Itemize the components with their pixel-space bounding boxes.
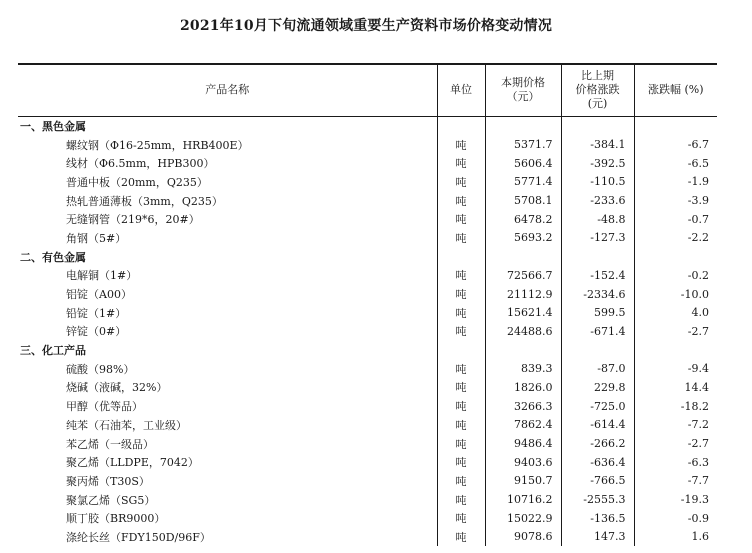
price-change: -152.4 <box>561 266 634 285</box>
table-header <box>18 64 717 116</box>
product-unit: 吨 <box>437 191 485 210</box>
empty-cell <box>634 247 717 266</box>
product-name: 铝锭（A00） <box>66 288 132 302</box>
table-body <box>18 116 717 546</box>
price-change: 599.5 <box>561 303 634 322</box>
change-percent: -2.7 <box>634 322 717 341</box>
product-name: 顺丁胶（BR9000） <box>66 512 166 526</box>
price-change: -2555.3 <box>561 490 634 509</box>
table-row <box>18 285 717 304</box>
change-percent: -0.7 <box>634 210 717 229</box>
change-percent: 1.6 <box>634 528 717 547</box>
product-unit: 吨 <box>437 397 485 416</box>
page-title: 2021年10月下旬流通领域重要生产资料市场价格变动情况 <box>179 18 553 34</box>
price-change: -233.6 <box>561 191 634 210</box>
col-header-price-line1: 本期价格 <box>501 76 545 90</box>
current-price: 5708.1 <box>485 191 561 210</box>
change-percent: 14.4 <box>634 378 717 397</box>
current-price: 10716.2 <box>485 490 561 509</box>
product-name: 纯苯（石油苯，工业级） <box>66 418 187 432</box>
table-row <box>18 173 717 192</box>
product-unit: 吨 <box>437 378 485 397</box>
product-name: 涤纶长丝（FDY150D/96F） <box>66 530 211 544</box>
change-percent: -6.5 <box>634 154 717 173</box>
product-unit: 吨 <box>437 173 485 192</box>
product-name: 无缝钢管（219*6，20#） <box>66 213 200 227</box>
change-percent: -6.3 <box>634 453 717 472</box>
price-change: -614.4 <box>561 416 634 435</box>
table-row <box>18 229 717 248</box>
current-price: 839.3 <box>485 359 561 378</box>
change-percent: -1.9 <box>634 173 717 192</box>
col-header-change <box>561 64 634 116</box>
product-name: 普通中板（20mm，Q235） <box>66 175 208 189</box>
col-header-change-line1: 比上期 <box>581 69 614 83</box>
product-name: 苯乙烯（一级品） <box>66 437 154 451</box>
price-change: -766.5 <box>561 472 634 491</box>
change-percent: -7.2 <box>634 416 717 435</box>
current-price: 15022.9 <box>485 509 561 528</box>
current-price: 5606.4 <box>485 154 561 173</box>
empty-cell <box>561 247 634 266</box>
price-change: -266.2 <box>561 434 634 453</box>
table-row <box>18 322 717 341</box>
current-price: 9150.7 <box>485 472 561 491</box>
col-header-pct: 涨跌幅 (%) <box>634 64 717 116</box>
table-row <box>18 135 717 154</box>
price-change: 147.3 <box>561 528 634 547</box>
product-name: 甲醇（优等品） <box>66 400 143 414</box>
price-change: -384.1 <box>561 135 634 154</box>
product-unit: 吨 <box>437 135 485 154</box>
empty-cell <box>561 341 634 360</box>
product-unit: 吨 <box>437 490 485 509</box>
product-unit: 吨 <box>437 322 485 341</box>
category-row <box>18 341 717 360</box>
price-change: -636.4 <box>561 453 634 472</box>
product-name: 铅锭（1#） <box>66 306 127 320</box>
table-row <box>18 528 717 547</box>
table-row <box>18 154 717 173</box>
empty-cell <box>634 116 717 135</box>
current-price: 72566.7 <box>485 266 561 285</box>
table-row <box>18 378 717 397</box>
product-name: 聚氯乙烯（SG5） <box>66 493 156 507</box>
category-label: 二、有色金属 <box>20 250 86 264</box>
category-row <box>18 116 717 135</box>
price-change: -2334.6 <box>561 285 634 304</box>
change-percent: -9.4 <box>634 359 717 378</box>
product-name: 热轧普通薄板（3mm，Q235） <box>66 194 223 208</box>
price-change: -671.4 <box>561 322 634 341</box>
product-name: 聚丙烯（T30S） <box>66 474 150 488</box>
table-row <box>18 509 717 528</box>
col-header-unit: 单位 <box>437 64 485 116</box>
table-row <box>18 416 717 435</box>
product-unit: 吨 <box>437 154 485 173</box>
price-change: -136.5 <box>561 509 634 528</box>
table-row <box>18 472 717 491</box>
product-unit: 吨 <box>437 285 485 304</box>
price-change: -725.0 <box>561 397 634 416</box>
current-price: 5771.4 <box>485 173 561 192</box>
table-row <box>18 210 717 229</box>
product-name: 螺纹钢（Φ16-25mm，HRB400E） <box>66 138 249 152</box>
product-unit: 吨 <box>437 266 485 285</box>
col-header-name: 产品名称 <box>18 64 437 116</box>
current-price: 21112.9 <box>485 285 561 304</box>
change-percent: 4.0 <box>634 303 717 322</box>
change-percent: -0.2 <box>634 266 717 285</box>
product-unit: 吨 <box>437 303 485 322</box>
col-header-price-line2: （元） <box>506 90 540 104</box>
current-price: 7862.4 <box>485 416 561 435</box>
price-change: -110.5 <box>561 173 634 192</box>
product-unit: 吨 <box>437 472 485 491</box>
col-header-price <box>485 64 561 116</box>
product-name: 线材（Φ6.5mm，HPB300） <box>66 157 215 171</box>
change-percent: -2.7 <box>634 434 717 453</box>
price-table <box>18 63 717 546</box>
product-unit: 吨 <box>437 528 485 547</box>
price-change: -87.0 <box>561 359 634 378</box>
table-row <box>18 397 717 416</box>
product-unit: 吨 <box>437 359 485 378</box>
current-price: 1826.0 <box>485 378 561 397</box>
product-unit: 吨 <box>437 434 485 453</box>
product-name: 电解铜（1#） <box>66 269 138 283</box>
table-row <box>18 266 717 285</box>
product-unit: 吨 <box>437 210 485 229</box>
current-price: 9078.6 <box>485 528 561 547</box>
table-row <box>18 191 717 210</box>
current-price: 5371.7 <box>485 135 561 154</box>
current-price: 15621.4 <box>485 303 561 322</box>
table-row <box>18 434 717 453</box>
product-name: 烧碱（液碱，32%） <box>66 381 168 395</box>
price-change: 229.8 <box>561 378 634 397</box>
change-percent: -10.0 <box>634 285 717 304</box>
empty-cell <box>485 247 561 266</box>
category-label: 一、黑色金属 <box>20 119 86 133</box>
change-percent: -6.7 <box>634 135 717 154</box>
product-unit: 吨 <box>437 416 485 435</box>
change-percent: -18.2 <box>634 397 717 416</box>
table-row <box>18 490 717 509</box>
change-percent: -3.9 <box>634 191 717 210</box>
price-change: -48.8 <box>561 210 634 229</box>
table-row <box>18 453 717 472</box>
empty-cell <box>437 116 485 135</box>
current-price: 9486.4 <box>485 434 561 453</box>
empty-cell <box>561 116 634 135</box>
product-unit: 吨 <box>437 453 485 472</box>
table-row <box>18 359 717 378</box>
product-name: 硫酸（98%） <box>66 362 135 376</box>
price-change: -127.3 <box>561 229 634 248</box>
empty-cell <box>634 341 717 360</box>
col-header-change-line2: 价格涨跌 <box>575 83 620 97</box>
price-change: -392.5 <box>561 154 634 173</box>
current-price: 3266.3 <box>485 397 561 416</box>
product-name: 聚乙烯（LLDPE，7042） <box>66 456 199 470</box>
current-price: 24488.6 <box>485 322 561 341</box>
change-percent: -19.3 <box>634 490 717 509</box>
product-unit: 吨 <box>437 229 485 248</box>
empty-cell <box>485 341 561 360</box>
category-row <box>18 247 717 266</box>
empty-cell <box>485 116 561 135</box>
category-label: 三、化工产品 <box>20 344 86 358</box>
current-price: 9403.6 <box>485 453 561 472</box>
col-header-change-line3: (元) <box>587 97 608 111</box>
current-price: 5693.2 <box>485 229 561 248</box>
product-name: 锌锭（0#） <box>66 325 127 339</box>
table-row <box>18 303 717 322</box>
empty-cell <box>437 341 485 360</box>
header-row <box>18 64 717 116</box>
empty-cell <box>437 247 485 266</box>
current-price: 6478.2 <box>485 210 561 229</box>
change-percent: -2.2 <box>634 229 717 248</box>
product-name: 角钢（5#） <box>66 231 127 245</box>
change-percent: -0.9 <box>634 509 717 528</box>
product-unit: 吨 <box>437 509 485 528</box>
change-percent: -7.7 <box>634 472 717 491</box>
